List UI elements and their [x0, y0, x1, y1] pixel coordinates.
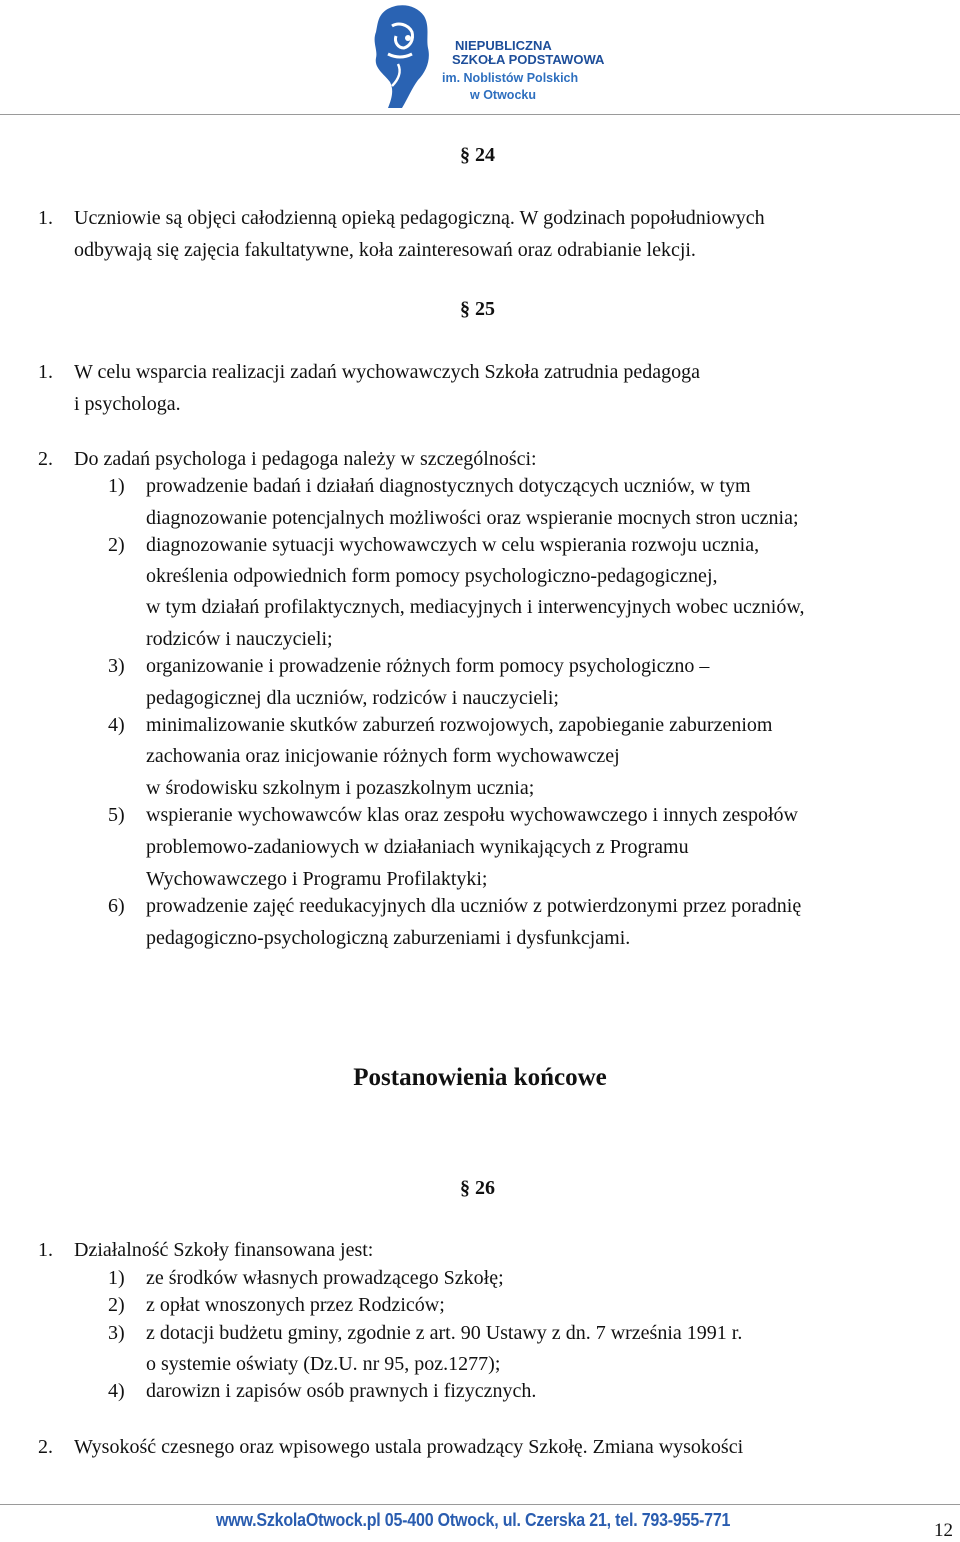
s26-item-2-number: 2)	[108, 1294, 125, 1316]
s25-item-5-line-3: Wychowawczego i Programu Profilaktyki;	[146, 868, 488, 890]
closing-provisions-heading: Postanowienia końcowe	[353, 1064, 607, 1091]
s25-item-4-line-1: minimalizowanie skutków zaburzeń rozwojowych, zapobieganie zaburzeniom	[146, 714, 773, 736]
section-25-title: § 25	[460, 298, 495, 320]
s26-p1-number: 1.	[38, 1239, 53, 1261]
s25-item-1-line-2: diagnozowanie potencjalnych możliwości oraz wspieranie mocnych stron ucznia;	[146, 507, 799, 529]
s26-p2-number: 2.	[38, 1436, 53, 1458]
s26-item-3-number: 3)	[108, 1322, 125, 1344]
logo-face-graphic	[368, 2, 438, 110]
s26-p2-line-1: Wysokość czesnego oraz wpisowego ustala prowadzący Szkołę. Zmiana wysokości	[74, 1436, 744, 1458]
s26-item-1-number: 1)	[108, 1267, 125, 1289]
s26-item-3-line-1: z dotacji budżetu gminy, zgodnie z art. 90 Ustawy z dn. 7 września 1991 r.	[146, 1322, 743, 1344]
s25-item-2-number: 2)	[108, 534, 125, 556]
s26-item-4-line-1: darowizn i zapisów osób prawnych i fizycznych.	[146, 1380, 537, 1402]
s25-item-5-number: 5)	[108, 804, 125, 826]
s25-p2-line-1: Do zadań psychologa i pedagoga należy w szczególności:	[74, 448, 537, 470]
logo-line-3: im. Noblistów Polskich	[442, 71, 579, 85]
s25-item-6-number: 6)	[108, 895, 125, 917]
header-divider	[0, 114, 960, 115]
logo-line-2: SZKOŁA PODSTAWOWA	[452, 52, 605, 67]
s24-p1-line-1: Uczniowie są objęci całodzienną opieką pedagogiczną. W godzinach popołudniowych	[74, 207, 765, 229]
s26-p1-line-1: Działalność Szkoły finansowana jest:	[74, 1239, 374, 1261]
s26-item-3-line-2: o systemie oświaty (Dz.U. nr 95, poz.1277);	[146, 1353, 501, 1375]
page-number: 12	[934, 1520, 953, 1541]
s26-item-2-line-1: z opłat wnoszonych przez Rodziców;	[146, 1294, 445, 1316]
s25-item-4-number: 4)	[108, 714, 125, 736]
s25-item-2-line-2: określenia odpowiednich form pomocy psychologiczno-pedagogicznej,	[146, 565, 718, 587]
s25-p2-number: 2.	[38, 448, 53, 470]
s25-item-1-number: 1)	[108, 475, 125, 497]
s24-p1-line-2: odbywają się zajęcia fakultatywne, koła zainteresowań oraz odrabianie lekcji.	[74, 239, 696, 261]
s25-item-6-line-2: pedagogiczno-psychologiczną zaburzeniami i dysfunkcjami.	[146, 927, 631, 949]
s25-p1-line-2: i psychologa.	[74, 393, 181, 415]
s25-item-3-line-2: pedagogicznej dla uczniów, rodziców i nauczycieli;	[146, 687, 559, 709]
s25-p1-number: 1.	[38, 361, 53, 383]
footer-contact-info: www.SzkolaOtwock.pl 05-400 Otwock, ul. Czerska 21, tel. 793-955-771	[216, 1511, 731, 1531]
logo-line-4: w Otwocku	[470, 88, 536, 102]
s25-item-5-line-1: wspieranie wychowawców klas oraz zespołu wychowawczego i innych zespołów	[146, 804, 799, 826]
s25-item-2-line-1: diagnozowanie sytuacji wychowawczych w celu wspierania rozwoju ucznia,	[146, 534, 760, 556]
s26-item-1-line-1: ze środków własnych prowadzącego Szkołę;	[146, 1267, 504, 1289]
s24-p1-number: 1.	[38, 207, 53, 229]
s25-item-4-line-3: w środowisku szkolnym i pozaszkolnym ucznia;	[146, 777, 535, 799]
section-24-title: § 24	[460, 144, 495, 166]
s25-p1-line-1: W celu wsparcia realizacji zadań wychowawczych Szkoła zatrudnia pedagoga	[74, 361, 700, 383]
s25-item-2-line-3: w tym działań profilaktycznych, mediacyjnych i interwencyjnych wobec uczniów,	[146, 596, 805, 618]
footer-divider	[0, 1504, 960, 1505]
s25-item-6-line-1: prowadzenie zajęć reedukacyjnych dla uczniów z potwierdzonymi przez poradnię	[146, 895, 802, 917]
logo-line-1: NIEPUBLICZNA	[455, 38, 552, 53]
s25-item-5-line-2: problemowo-zadaniowych w działaniach wynikających z Programu	[146, 836, 689, 858]
s25-item-2-line-4: rodziców i nauczycieli;	[146, 628, 333, 650]
s25-item-1-line-1: prowadzenie badań i działań diagnostycznych dotyczących uczniów, w tym	[146, 475, 751, 497]
s25-item-3-line-1: organizowanie i prowadzenie różnych form pomocy psychologiczno –	[146, 655, 710, 677]
section-26-title: § 26	[460, 1177, 495, 1199]
s25-item-4-line-2: zachowania oraz inicjowanie różnych form wychowawczej	[146, 745, 620, 767]
s26-item-4-number: 4)	[108, 1380, 125, 1402]
s25-item-3-number: 3)	[108, 655, 125, 677]
